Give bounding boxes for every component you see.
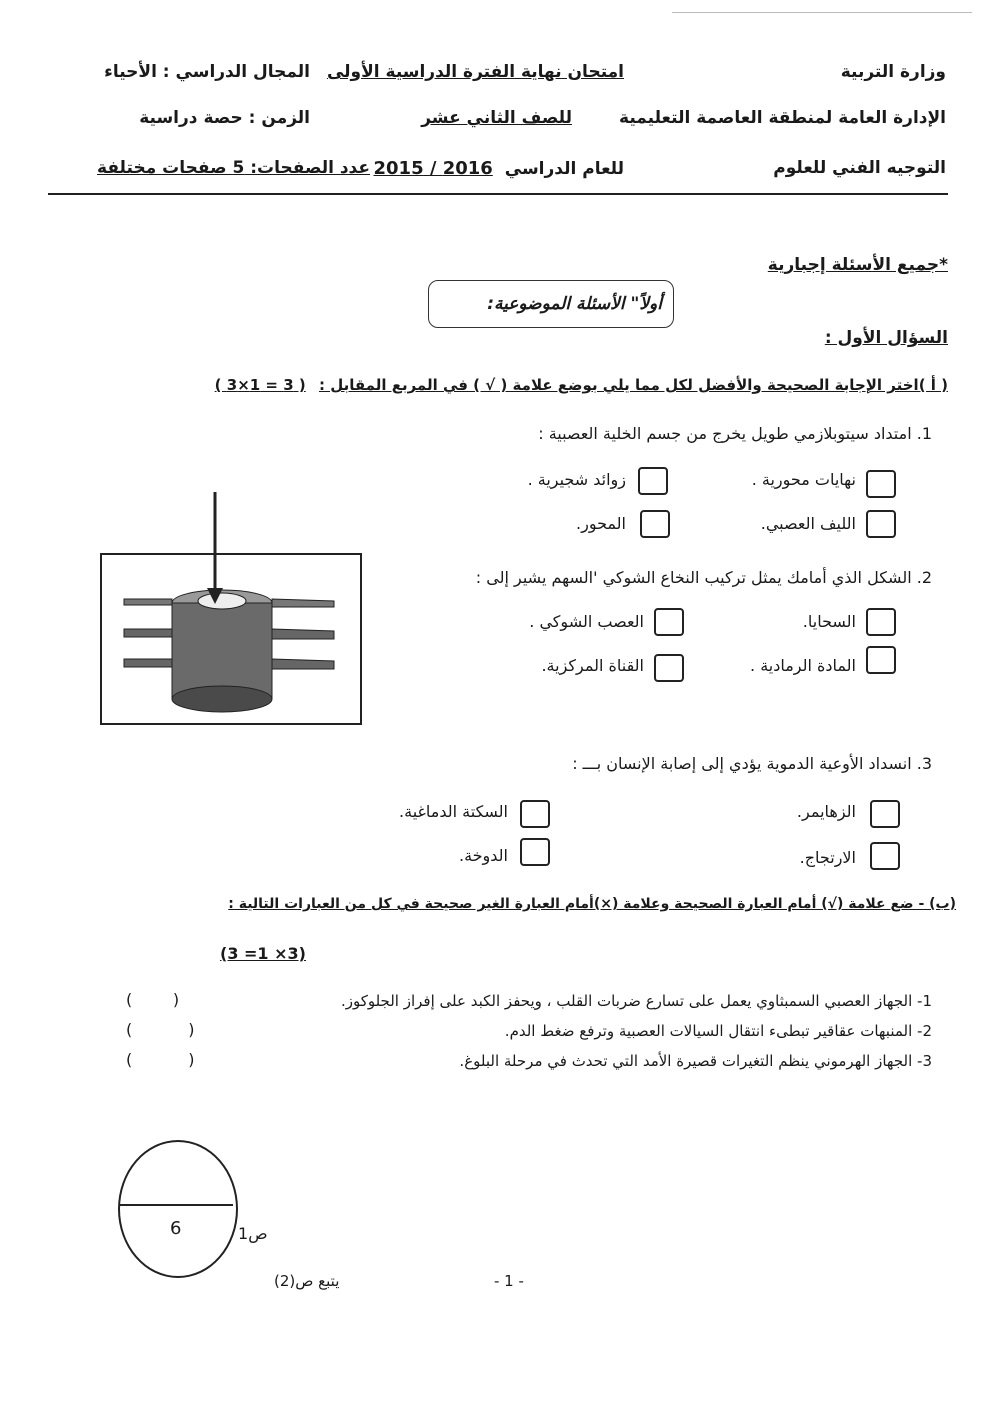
page-reference: ص1: [238, 1224, 268, 1243]
option-label: المادة الرمادية .: [750, 656, 856, 675]
continue-note: يتبع ص(2): [274, 1272, 340, 1290]
option-label: زوائد شجيرية .: [527, 470, 626, 489]
answer-checkbox[interactable]: [640, 510, 670, 538]
pages-count: عدد الصفحات: 5 صفحات مختلفة: [97, 158, 370, 178]
option-label: المحور.: [576, 514, 626, 533]
answer-field[interactable]: ( ): [126, 990, 180, 1009]
spinal-cord-illustration: [102, 555, 360, 723]
answer-checkbox[interactable]: [520, 838, 550, 866]
year-label: للعام الدراسي: [504, 159, 624, 179]
question-2-text: 2. الشكل الذي أمامك يمثل تركيب النخاع الشوكي 'السهم يشير إلى :: [475, 568, 932, 587]
option-label: الزهايمر.: [796, 802, 856, 821]
part-a-instruction: [215, 376, 948, 394]
answer-checkbox[interactable]: [638, 467, 668, 495]
answer-checkbox[interactable]: [654, 654, 684, 682]
part-b-score: (3 =1 ×3): [220, 944, 306, 963]
page-number: - 1 -: [494, 1272, 524, 1290]
part-a-score: ( 3 = 1×3 ): [214, 376, 306, 394]
statement-1: 1- الجهاز العصبي السمبثاوي يعمل على تسارع ضربات القلب ، ويحفز الكبد على إفراز الجلوكوز.: [340, 992, 932, 1010]
subject-label: المجال الدراسي : الأحياء: [104, 62, 310, 82]
answer-checkbox[interactable]: [654, 608, 684, 636]
score-oval: [118, 1140, 238, 1278]
spinal-cord-figure: [100, 553, 362, 725]
option-label: القناة المركزية.: [541, 656, 644, 675]
question-3-text: 3. انسداد الأوعية الدموية يؤدي إلى إصابة الإنسان بـــ :: [572, 754, 932, 773]
option-label: الدوخة.: [459, 846, 508, 865]
mandatory-notice: *جميع الأسئلة إجبارية: [767, 255, 948, 275]
question-1-text: 1. امتداد سيتوبلازمي طويل يخرج من جسم الخلية العصبية :: [538, 424, 932, 443]
directorate-label: الإدارة العامة لمنطقة العاصمة التعليمية: [619, 108, 946, 128]
answer-checkbox[interactable]: [520, 800, 550, 828]
answer-field[interactable]: ( ): [126, 1020, 195, 1039]
answer-checkbox[interactable]: [870, 800, 900, 828]
time-label: الزمن : حصة دراسية: [139, 108, 310, 128]
option-label: الارتجاج.: [799, 848, 856, 867]
score-oval-divider: [119, 1204, 233, 1206]
supervision-label: التوجيه الفني للعلوم: [773, 158, 946, 178]
answer-checkbox[interactable]: [866, 646, 896, 674]
option-label: نهايات محورية .: [751, 470, 856, 489]
ministry-label: وزارة التربية: [840, 62, 946, 82]
part-b-instruction: (ب) - ضع علامة (√) أمام العبارة الصحيحة وعلامة (×)أمام العبارة الغير صحيحة في كل من العبارات التالية :: [228, 896, 956, 912]
option-label: السحايا.: [802, 612, 856, 631]
answer-field[interactable]: ( ): [126, 1050, 195, 1069]
answer-checkbox[interactable]: [866, 608, 896, 636]
statement-2: 2- المنبهات عقاقير تبطىء انتقال السيالات العصبية وترفع ضغط الدم.: [504, 1022, 932, 1040]
answer-checkbox[interactable]: [866, 510, 896, 538]
score-total: 6: [170, 1218, 182, 1239]
exam-title: امتحان نهاية الفترة الدراسية الأولى: [326, 62, 624, 82]
part-a-instruction-text: ( أ )اختر الإجابة الصحيحة والأفضل لكل مما يلي بوضع علامة ( √ ) في المربع المقابل :: [318, 376, 948, 394]
option-label: العصب الشوكي .: [529, 612, 644, 631]
answer-checkbox[interactable]: [870, 842, 900, 870]
option-label: الليف العصبي.: [760, 514, 856, 533]
scan-edge-line: [672, 12, 972, 13]
header-divider: [48, 193, 948, 195]
grade-label: للصف الثاني عشر: [421, 108, 572, 128]
year-value: 2016 / 2015: [373, 158, 493, 179]
statement-3: 3- الجهاز الهرموني ينظم التغيرات قصيرة الأمد التي تحدث في مرحلة البلوغ.: [459, 1052, 932, 1070]
school-year: [374, 158, 625, 179]
answer-checkbox[interactable]: [866, 470, 896, 498]
pointer-arrow-icon: [200, 490, 230, 610]
option-label: السكتة الدماغية.: [399, 802, 508, 821]
question-1-title: السؤال الأول :: [824, 328, 948, 348]
section-title: أولاً" الأسئلة الموضوعية:: [487, 294, 662, 314]
